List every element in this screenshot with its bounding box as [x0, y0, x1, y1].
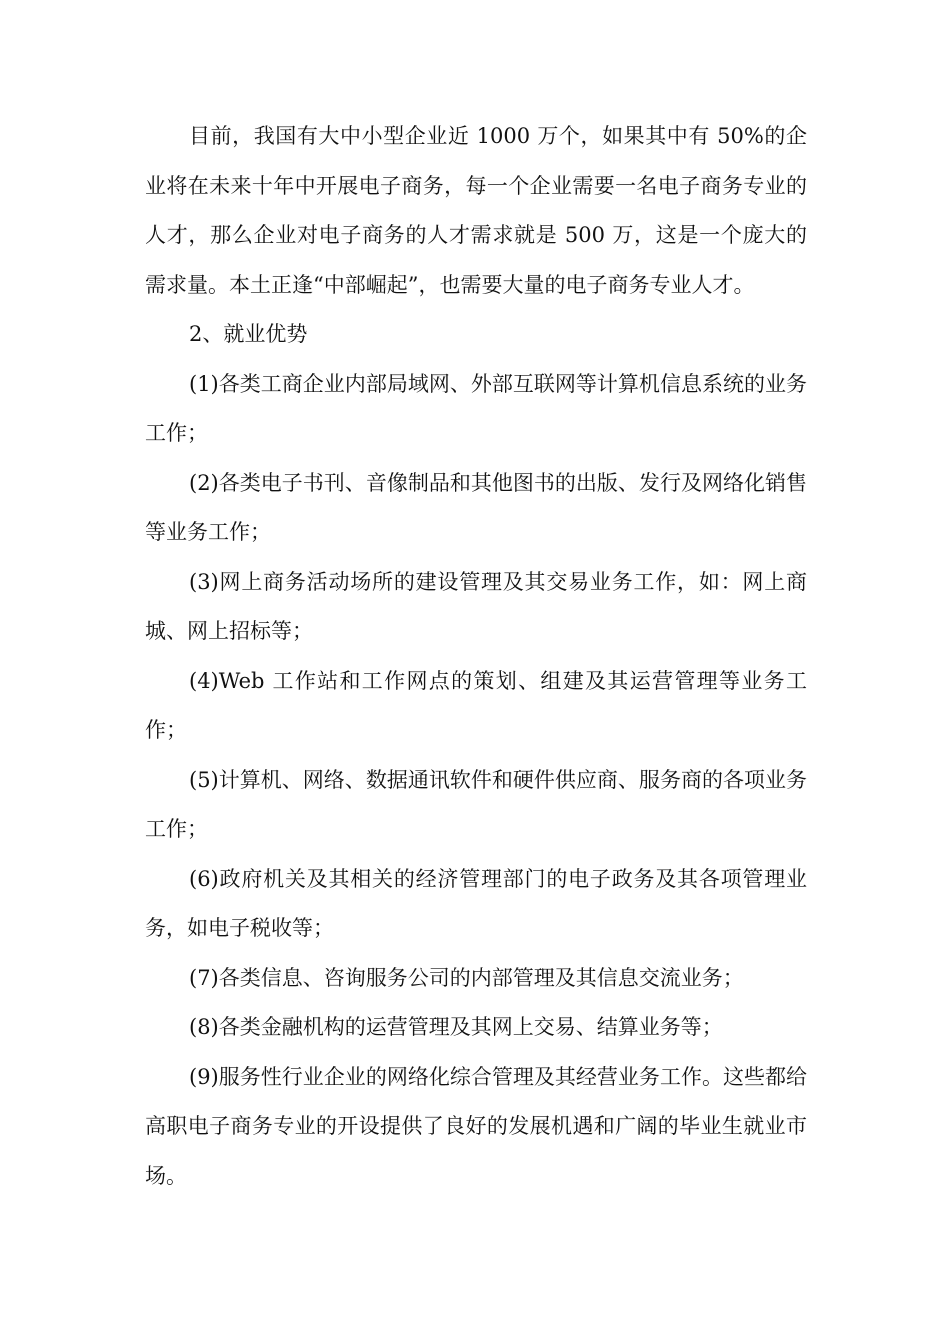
section-heading-employment-advantage: 2、就业优势 [189, 322, 308, 346]
list-item-7: (7)各类信息、咨询服务公司的内部管理及其信息交流业务； [189, 965, 744, 990]
list-item-2: (2)各类电子书刊、音像制品和其他图书的出版、发行及网络化销售等业务工作； [145, 470, 807, 544]
list-item-6: (6)政府机关及其相关的经济管理部门的电子政务及其各项管理业务，如电子税收等； [145, 866, 807, 940]
list-item-8: (8)各类金融机构的运营管理及其网上交易、结算业务等； [189, 1015, 723, 1039]
paragraph-demand: 目前，我国有大中小型企业近 1000 万个，如果其中有 50%的企业将在未来十年中开展电子商务，每一个企业需要一名电子商务专业的人才，那么企业对电子商务的人才需求就是 500 万，这是一个庞大的需求量。本土正逢“中部崛起”，也需要大量的电子商务专业人才。 [145, 124, 807, 297]
list-item-5: (5)计算机、网络、数据通讯软件和硬件供应商、服务商的各项业务工作； [145, 767, 807, 841]
list-item-4: (4)Web 工作站和工作网点的策划、组建及其运营管理等业务工作； [145, 668, 807, 742]
list-item-3: (3)网上商务活动场所的建设管理及其交易业务工作，如：网上商城、网上招标等； [145, 569, 807, 643]
document-body [145, 112, 807, 1201]
list-item-1: (1)各类工商企业内部局域网、外部互联网等计算机信息系统的业务工作； [145, 371, 807, 445]
list-item-9: (9)服务性行业企业的网络化综合管理及其经营业务工作。这些都给高职电子商务专业的开设提供了良好的发展机遇和广阔的毕业生就业市场。 [145, 1064, 807, 1188]
